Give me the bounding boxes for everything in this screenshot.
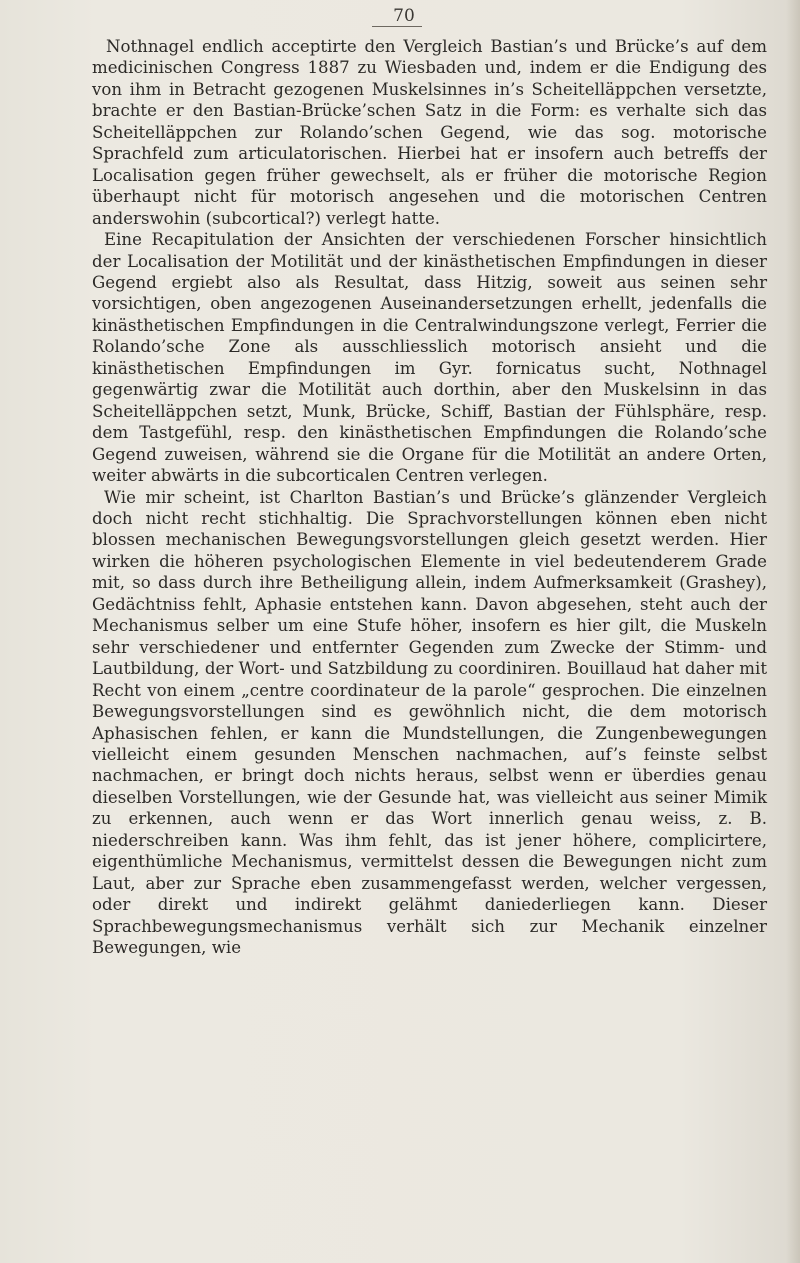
paragraph-3: Wie mir scheint, ist Charlton Bastian’s und Brücke’s glänzender Vergleich doch nicht recht stichhaltig. Die Sprachvorstellungen können eben nicht blossen mechanischen Bewegungsvorstellungen gleich gesetzt werden. Hier wirken die höheren psychologischen Elemente in viel bedeutenderem Grade mit, so dass durch ihre Betheiligung allein, indem Aufmerksamkeit (Grashey), Gedächtniss fehlt, Aphasie entstehen kann. Davon abgesehen, steht auch der Mechanismus selber um eine Stufe höher, insofern es hier gilt, die Muskeln sehr verschiedener und entfernter Gegenden zum Zwecke der Stimm- und Lautbildung, der Wort- und Satzbildung zu coordiniren. Bouillaud hat daher mit Recht von einem „centre coordinateur de la parole“ gesprochen. Die einzelnen Bewegungsvorstellungen sind es gewöhnlich nicht, die dem motorisch Aphasischen fehlen, er kann die Mundstellungen, die Zungenbewegungen vielleicht einem gesunden Menschen nachmachen, auf’s feinste selbst nachmachen, er bringt doch nichts heraus, selbst wenn er überdies genau dieselben Vorstellungen, wie der Gesunde hat, was vielleicht aus seiner Mimik zu erkennen, auch wenn er das Wort innerlich genau weiss, z. B. niederschreiben kann. Was ihm fehlt, das ist jener höhere, complicirtere, eigenthümliche Mechanismus, vermittelst dessen die Bewegungen nicht zum Laut, aber zur Sprache eben zusammengefasst werden, welcher vergessen, oder direkt und indirekt gelähmt daniederliegen kann. Dieser Sprachbewegungsmechanismus verhält sich zur Mechanik einzelner Bewegungen, wie xyxy=(92,487,767,958)
body-text xyxy=(92,36,767,958)
page-number: 70 xyxy=(393,6,415,26)
page-edge-shadow xyxy=(786,0,800,1263)
page-number-rule xyxy=(372,26,422,27)
paragraph-1: Nothnagel endlich acceptirte den Vergleich Bastian’s und Brücke’s auf dem medicinischen Congress 1887 zu Wiesbaden und, indem er die Endigung des von ihm in Betracht gezogenen Muskelsinnes in’s Scheitelläppchen versetzte, brachte er den Bastian-Brücke’schen Satz in die Form: es verhalte sich das Scheitelläppchen zur Rolando’schen Gegend, wie das sog. motorische Sprachfeld zum articulatorischen. Hierbei hat er insofern auch betreffs der Localisation gegen früher gewechselt, als er früher die motorische Region überhaupt nicht für motorisch angesehen und die motorischen Centren anderswohin (subcortical?) verlegt hatte. xyxy=(92,37,767,228)
paragraph-2: Eine Recapitulation der Ansichten der verschiedenen Forscher hinsichtlich der Localisation der Motilität und der kinästhetischen Empfindungen in dieser Gegend ergiebt also als Resultat, dass Hitzig, soweit aus seinen sehr vorsichtigen, oben angezogenen Auseinandersetzungen erhellt, jedenfalls die kinästhetischen Empfindungen in die Centralwindungszone verlegt, Ferrier die Rolando’sche Zone als ausschliesslich motorisch ansieht und die kinästhetischen Empfindungen im Gyr. fornicatus sucht, Nothnagel gegenwärtig zwar die Motilität auch dorthin, aber den Muskelsinn in das Scheitelläppchen setzt, Munk, Brücke, Schiff, Bastian der Fühlsphäre, resp. dem Tastgefühl, resp. den kinästhetischen Empfindungen die Rolando’sche Gegend zuweisen, während sie die Organe für die Motilität an andere Orten, weiter abwärts in die subcorticalen Centren verlegen. xyxy=(92,230,767,486)
